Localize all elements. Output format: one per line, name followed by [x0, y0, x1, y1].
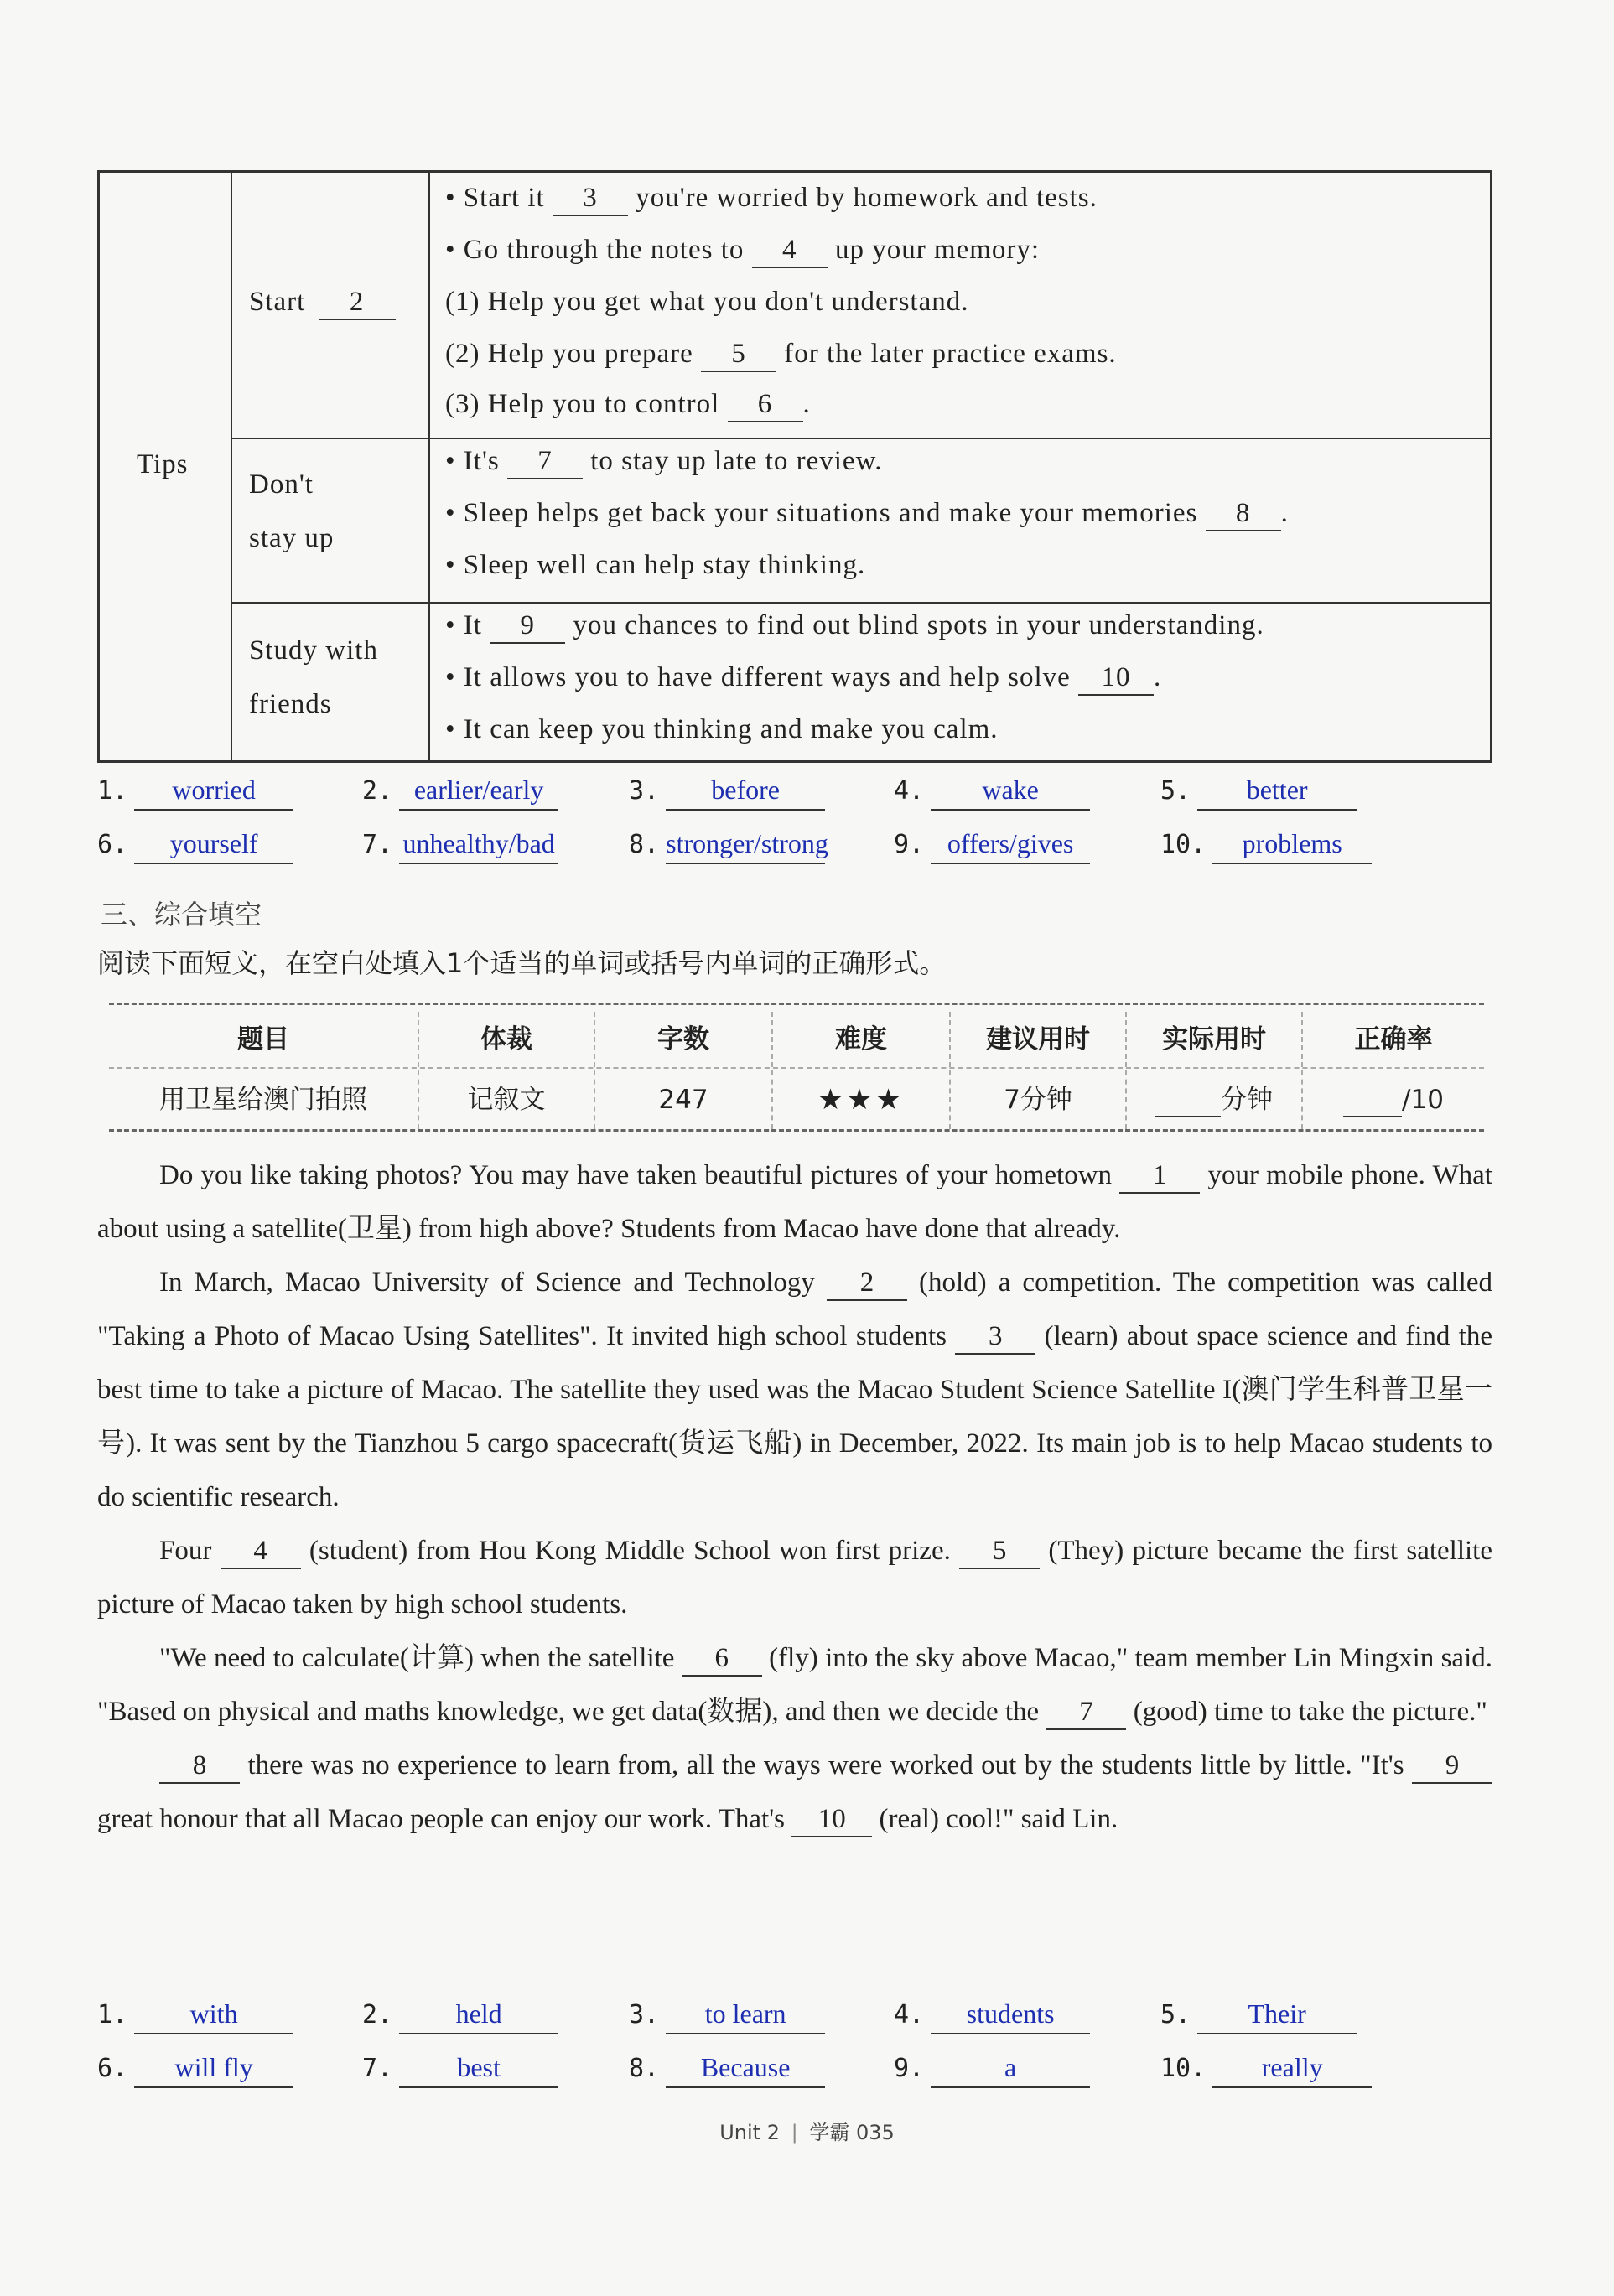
info-header-cell: 建议用时 — [951, 1012, 1127, 1067]
answer-item — [1160, 2052, 1372, 2088]
answer-number: 7. — [362, 2054, 393, 2083]
answer-text: worried — [134, 775, 293, 811]
passage-text: "We need to calculate(计算) when the satellite — [159, 1643, 682, 1673]
answer-item — [1160, 828, 1372, 864]
tip-line — [445, 662, 1161, 696]
answer-item — [1160, 1998, 1357, 2034]
section-title: 三、综合填空 — [101, 899, 262, 930]
table-divider — [231, 602, 1490, 604]
tip-text: • Go through the notes to — [445, 235, 752, 265]
info-header-cell: 题目 — [109, 1012, 419, 1067]
answer-item — [97, 775, 293, 811]
passage-text: there was no experience to learn from, all the ways were worked out by the students little by little. "It's — [240, 1750, 1412, 1780]
blank-10: 10 — [1078, 664, 1154, 696]
tip-text: • It's — [445, 446, 507, 476]
table-divider — [231, 173, 232, 760]
passage-blank-1: 1 — [1119, 1162, 1200, 1194]
passage-text: (learn) about space science and find the best time to take a picture of Macao. The satellite they used was the Macao Student Science Satellite I(澳门学生科普卫星一号). It was sent by the Tianzhou 5 cargo spacecraft(货运飞船) in December, 2022. Its main job is to help Macao students to do scientific research. — [97, 1321, 1493, 1512]
passage-blank-3: 3 — [955, 1323, 1035, 1355]
passage-text: (student) from Hou Kong Middle School won first prize. — [300, 1536, 960, 1566]
answer-text: students — [931, 1998, 1090, 2034]
start-label: Start 2 — [249, 287, 396, 320]
tip-text: • Sleep helps get back your situations and make your memories — [445, 498, 1206, 528]
answer-item — [362, 775, 558, 811]
dont-label-2: stay up — [249, 523, 335, 553]
answer-item — [629, 2052, 825, 2088]
tip-text: • It allows you to have different ways and help solve — [445, 662, 1079, 692]
info-value-row — [109, 1070, 1484, 1129]
info-value-cell: 用卫星给澳门拍照 — [109, 1070, 419, 1129]
passage-text: (real) cool!" said Lin. — [872, 1804, 1118, 1834]
paragraph-3 — [97, 1524, 1492, 1631]
passage-blank-4: 4 — [221, 1537, 301, 1569]
passage-blank-9: 9 — [1412, 1752, 1492, 1784]
dont-label-1: Don't — [249, 469, 314, 500]
passage-text: (They) picture became the first satellite picture of Macao taken by high school students. — [97, 1536, 1492, 1620]
passage-blank-10: 10 — [791, 1806, 872, 1837]
info-value-cell: ★★★ — [773, 1070, 951, 1129]
answer-text: best — [399, 2052, 558, 2088]
answer-number: 3. — [629, 776, 660, 806]
answer-item — [629, 1998, 825, 2034]
passage-blank-2: 2 — [827, 1269, 907, 1301]
info-table — [109, 1003, 1484, 1132]
answer-item — [97, 2052, 293, 2088]
paragraph-4 — [97, 1631, 1492, 1739]
answer-text: Because — [666, 2052, 825, 2088]
blank-4: 4 — [752, 236, 828, 268]
tip-text: (3) Help you to control — [445, 389, 728, 419]
footer-brand: 学霸 — [809, 2121, 850, 2144]
answer-number: 6. — [97, 830, 128, 859]
answer-number: 4. — [894, 2000, 925, 2029]
passage-text: (fly) into the sky above Macao," team member Lin Mingxin said. "Based on physical and maths knowledge, we get data(数据), and then we decide the — [97, 1643, 1492, 1727]
answer-item — [894, 2052, 1090, 2088]
answer-number: 7. — [362, 830, 393, 859]
answer-text: offers/gives — [931, 828, 1090, 864]
tip-text: • Sleep well can help stay thinking. — [445, 550, 866, 580]
tip-line — [445, 287, 969, 318]
tip-text: • It can keep you thinking and make you calm. — [445, 714, 999, 744]
answer-text: better — [1197, 775, 1357, 811]
blank-5: 5 — [701, 340, 776, 372]
paragraph-5 — [97, 1739, 1492, 1846]
blank-6: 6 — [728, 391, 803, 422]
answer-text: unhealthy/bad — [399, 828, 558, 864]
answer-text: a — [931, 2052, 1090, 2088]
passage-text: Do you like taking photos? You may have taken beautiful pictures of your hometown — [159, 1160, 1120, 1190]
tip-line — [445, 183, 1098, 216]
tip-line — [445, 498, 1289, 531]
answer-number: 2. — [362, 776, 393, 806]
tip-line — [445, 610, 1264, 644]
answer-number: 5. — [1160, 776, 1191, 806]
info-value-cell — [1303, 1070, 1484, 1129]
tip-text: you chances to find out blind spots in your understanding. — [565, 610, 1264, 640]
passage-blank-6: 6 — [682, 1645, 762, 1677]
paragraph-2 — [97, 1256, 1492, 1524]
info-header-cell: 难度 — [773, 1012, 951, 1067]
answer-number: 10. — [1160, 830, 1207, 859]
blank-2: 2 — [319, 288, 396, 320]
footer-unit: Unit 2 — [719, 2121, 780, 2144]
footer-page: 035 — [855, 2121, 895, 2144]
tip-text: • Start it — [445, 183, 553, 213]
info-unit: 分钟 — [1221, 1085, 1273, 1115]
passage-blank-8: 8 — [159, 1752, 240, 1784]
tip-text: for the later practice exams. — [776, 339, 1117, 369]
info-unit: /10 — [1402, 1085, 1444, 1115]
answer-text: Their — [1197, 1998, 1357, 2034]
answer-item — [894, 828, 1090, 864]
fill-blank — [1343, 1087, 1402, 1117]
answer-number: 5. — [1160, 2000, 1191, 2029]
blank-3: 3 — [553, 184, 628, 216]
info-value-cell: 记叙文 — [419, 1070, 595, 1129]
passage-text: Four — [159, 1536, 221, 1566]
answer-text: held — [399, 1998, 558, 2034]
passage-text: (hold) a competition. The competition was called "Taking a Photo of Macao Using Satellites". It invited high school students — [97, 1267, 1492, 1351]
info-value-cell: 247 — [595, 1070, 773, 1129]
tip-text: up your memory: — [827, 235, 1041, 265]
tip-text: • It — [445, 610, 490, 640]
answer-item — [362, 1998, 558, 2034]
info-header-row — [109, 1012, 1484, 1069]
passage-text: great honour that all Macao people can enjoy our work. That's — [97, 1804, 792, 1834]
tip-line — [445, 714, 999, 745]
tip-line — [445, 389, 811, 422]
answer-number: 1. — [97, 2000, 128, 2029]
answer-text: really — [1212, 2052, 1372, 2088]
tip-text: you're worried by homework and tests. — [627, 183, 1098, 213]
answer-number: 4. — [894, 776, 925, 806]
answer-item — [97, 828, 293, 864]
table-divider — [428, 173, 430, 760]
passage-text: (good) time to take the picture." — [1126, 1697, 1487, 1727]
passage-blank-7: 7 — [1046, 1698, 1126, 1730]
answer-number: 9. — [894, 2054, 925, 2083]
tips-table — [97, 170, 1492, 763]
blank-9: 9 — [490, 612, 565, 644]
info-header-cell: 正确率 — [1354, 1024, 1433, 1055]
tip-text: . — [802, 389, 811, 419]
tip-line — [445, 550, 865, 581]
blank-7: 7 — [507, 448, 583, 479]
tip-line — [445, 446, 883, 479]
info-value-cell — [1127, 1070, 1303, 1129]
answer-text: before — [666, 775, 825, 811]
passage-text: In March, Macao University of Science and Technology — [159, 1267, 827, 1298]
passage-text: your mobile phone. What about using a satellite(卫星) from high above? Students from Macao have done that already. — [97, 1160, 1492, 1244]
answer-number: 6. — [97, 2054, 128, 2083]
answer-text: earlier/early — [399, 775, 558, 811]
answer-item — [894, 1998, 1090, 2034]
tip-text: to stay up late to review. — [583, 446, 883, 476]
answer-item — [97, 1998, 293, 2034]
fill-blank — [1155, 1087, 1221, 1117]
passage — [97, 1148, 1492, 1846]
answer-number: 9. — [894, 830, 925, 859]
answer-text: stronger/strong — [666, 828, 825, 864]
answer-number: 1. — [97, 776, 128, 806]
answer-number: 8. — [629, 830, 660, 859]
answer-number: 10. — [1160, 2054, 1207, 2083]
answer-number: 2. — [362, 2000, 393, 2029]
tip-line — [445, 339, 1117, 372]
answer-item — [629, 828, 828, 864]
study-label-1: Study with — [249, 635, 378, 666]
tip-text: (1) Help you get what you don't understand. — [445, 287, 969, 317]
info-header-cell: 体裁 — [419, 1012, 595, 1067]
answer-item — [1160, 775, 1357, 811]
info-header-cell: 字数 — [595, 1012, 773, 1067]
tip-text: . — [1280, 498, 1289, 528]
answer-item — [629, 775, 825, 811]
answer-number: 8. — [629, 2054, 660, 2083]
answer-item — [362, 828, 558, 864]
answer-text: yourself — [134, 828, 293, 864]
page-footer: Unit 2 | 学霸 035 — [719, 2121, 895, 2144]
answer-text: wake — [931, 775, 1090, 811]
blank-8: 8 — [1206, 500, 1281, 531]
paragraph-1 — [97, 1148, 1492, 1256]
study-label-2: friends — [249, 689, 332, 719]
info-header-cell: 实际用时 — [1127, 1012, 1303, 1067]
answer-text: to learn — [666, 1998, 825, 2034]
instruction: 阅读下面短文，在空白处填入1个适当的单词或括号内单词的正确形式。 — [97, 947, 947, 979]
tip-text: . — [1154, 662, 1162, 692]
answer-number: 3. — [629, 2000, 660, 2029]
info-value-cell: 7分钟 — [951, 1070, 1127, 1129]
answer-text: with — [134, 1998, 293, 2034]
tip-text: (2) Help you prepare — [445, 339, 702, 369]
passage-blank-5: 5 — [959, 1537, 1040, 1569]
answer-item — [894, 775, 1090, 811]
table-divider — [231, 438, 1490, 439]
answer-item — [362, 2052, 558, 2088]
tip-line — [445, 235, 1040, 268]
answer-text: problems — [1212, 828, 1372, 864]
tips-label: Tips — [137, 449, 189, 479]
answer-text: will fly — [134, 2052, 293, 2088]
